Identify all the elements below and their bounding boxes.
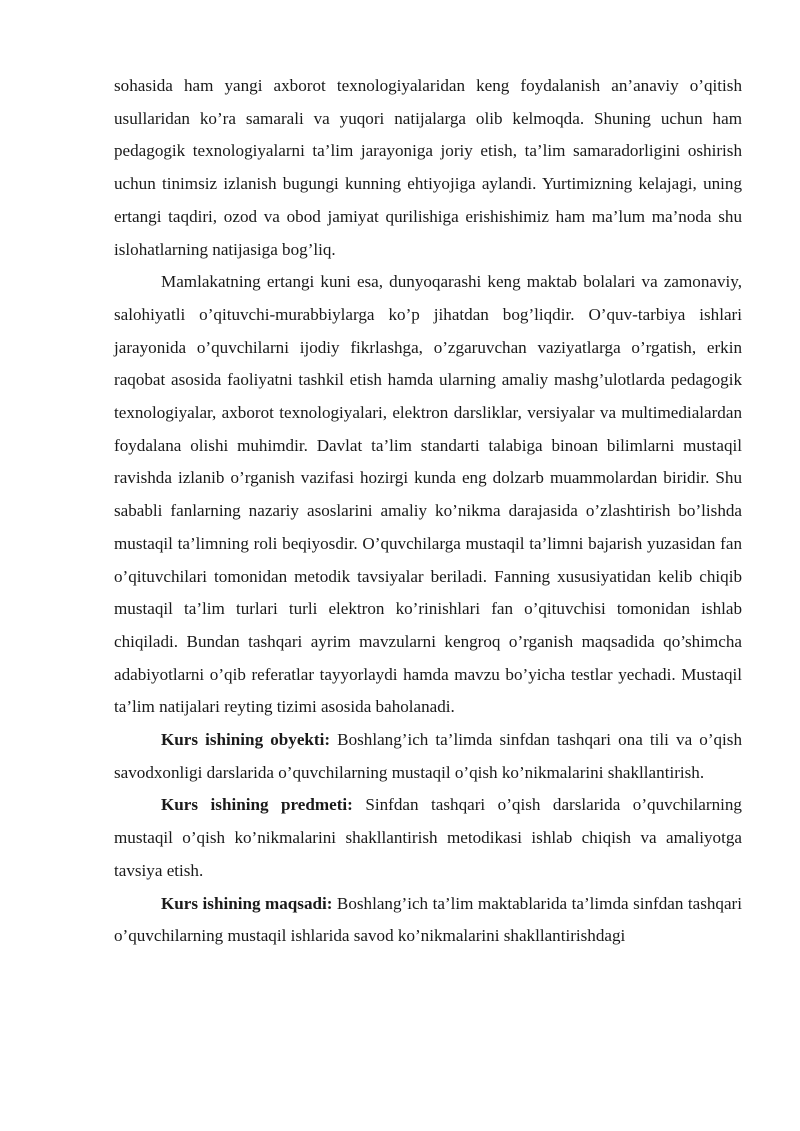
paragraph-lead: Kurs ishining maqsadi:: [161, 893, 333, 913]
paragraph-course-object: [114, 724, 742, 789]
paragraph-lead: Kurs ishining predmeti:: [161, 795, 353, 815]
paragraph-course-goal: [114, 888, 742, 953]
paragraph-course-subject: [114, 789, 742, 887]
paragraph-independent-learning: [114, 266, 742, 724]
paragraph-intro-continuation: [114, 70, 742, 266]
paragraph-text: sohasida ham yangi axborot texnologiyalaridan keng foydalanish an’anaviy o’qitish usullaridan ko’ra samarali va yuqori natijalarga olib kelmoqda. Shuning uchun ham pedagogik texnologiyalarni ta’lim jarayoniga joriy etish, ta’lim samaradorligini oshirish uchun tinimsiz izlanish bugungi kunning ehtiyojiga aylandi. Yurtimizning kelajagi, uning ertangi taqdiri, ozod va obod jamiyat qurilishiga erishishimiz ham ma’lum ma’noda shu islohatlarning natijasiga bog’liq.: [114, 76, 742, 259]
paragraph-lead: Kurs ishining obyekti:: [161, 730, 331, 750]
paragraph-text: Boshlang’ich ta’lim maktablarida ta’limda sinfdan tashqari o’quvchilarning mustaqil ishlarida savod ko’nikmalarini shakllantirishdagi: [114, 893, 742, 946]
document-page: [114, 70, 742, 953]
paragraph-text: Sinfdan tashqari o’qish darslarida o’quvchilarning mustaqil o’qish ko’nikmalarini shakllantirish metodikasi ishlab chiqish va amaliyotga tavsiya etish.: [114, 795, 742, 880]
paragraph-text: Boshlang’ich ta’limda sinfdan tashqari ona tili va o’qish savodxonligi darslarida o’quvchilarning mustaqil o’qish ko’nikmalarini shakllantirish.: [114, 730, 743, 782]
paragraph-text: Mamlakatning ertangi kuni esa, dunyoqarashi keng maktab bolalari va zamonaviy, salohiyatli o’qituvchi-murabbiylarga ko’p jihatdan bog’liqdir. O’quv-tarbiya ishlari jarayonida o’quvchilarni ijodiy fikrlashga, o’zgaruvchan vaziyatlarga o’rgatish, erkin raqobat asosida faoliyatni tashkil etish hamda ularning amaliy mashg’ulotlarda pedagogik texnologiyalar, axborot texnologiyalari, elektron darsliklar, versiyalar va multimedialardan foydalana olishi muhimdir. Davlat ta’lim standarti talabiga binoan bilimlarni mustaqil ravishda izlanib o’rganish vazifasi hozirgi kunda eng dolzarb muammolardan biridir. Shu sababli fanlarning nazariy asoslarini amaliy ko’nikma darajasida o’zlashtirish bo’lishda mustaqil ta’limning roli beqiyosdir. O’quvchilarga mustaqil ta’limni bajarish yuzasidan fan o’qituvchilari tomonidan metodik tavsiyalar beriladi. Fanning xususiyatidan kelib chiqib mustaqil ta’lim turlari turli elektron ko’rinishlari fan o’qituvchisi tomonidan ishlab chiqiladi. Bundan tashqari ayrim mavzularni kengroq o’rganish maqsadida qo’shimcha adabiyotlarni o’qib referatlar tayyorlaydi hamda mavzu bo’yicha testlar yechadi. Mustaqil ta’lim natijalari reyting tizimi asosida baholanadi.: [114, 272, 742, 717]
